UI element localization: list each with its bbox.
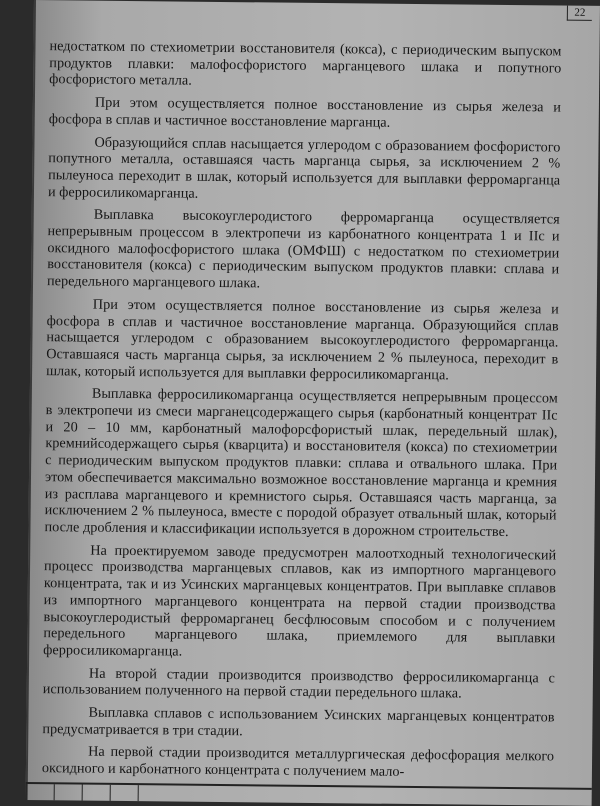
paragraph: Выплавка ферросиликомарганца осуществляется непрерывным процессом в электропечи из смеси марганецсодержащего сырья (карбонатный концентрат IIс и 20 – 10 мм, карбонатный малофорсфористый шлак, передельный шлак), кремнийсодержащего сырья (кварцита) и восстановителя (кокса) по стехиометрии с периодическим выпуском продуктов плавки: сплава и отвального шлака. При этом обеспечивается максимально возможное восстановление марганца и кремния из расплава марганцевого и кремнистого сырья. Оставшаяся часть марганца, за исключением 2 % пылеуноса, вместе с породой образует отвальный шлак, который после дробления и классификации используется в дорожном строительстве. [44,385,558,540]
document-page [26,0,600,806]
page-number: 22 [567,6,592,21]
paragraph: На второй стадии производится производство ферросиликомарганца с использованием полученного на первой стадии передельного шлака. [42,665,556,702]
page-frame-line [26,0,36,800]
paragraph: Образующийся сплав насыщается углеродом с образованием фосфористого попутного металла, оставшаяся часть марганца сырья, за исключением 2 % пылеуноса переходит в шлак, который используется для выплавки ферромарганца и ферросиликомарганца. [47,134,561,202]
paragraph: При этом осуществляется полное восстановление из сырья железа и фосфора в сплав и частичное восстановление марганца. Образующийся сплав насыщается углеродом с образованием высокоуглеродистого ферромарганца. Оставшаяся часть марганца сырья, за исключением 2 % пылеуноса, переходит в шлак, который используется для выплавки ферросиликомарганца. [46,296,559,384]
paragraph: Выплавка высокоуглеродистого ферромарганца осуществляется непрерывным процессом в электропечи из карбонатного концентрата 1 и IIс и оксидного малофосфористого шлака (ОМФШ) с недостатком по стехиометрии восстановителя (кокса) с периодическим выпуском продуктов плавки: сплава и передельного марганцевого шлака. [46,206,560,292]
paragraph: На первой стадии производится металлургическая дефосфорация мелкого оксидного и карбонатного концентрата с получением мало- [41,744,555,781]
paragraph: На проектируемом заводе предусмотрен малоотходный технологический процесс производства марганцевых сплавов, как из импортного марганцевого концентрата, так и из Усинских марганцевых концентратов. При выплавке сплавов из импортного марганцевого концентрата на первой стадии производства высокоуглеродистый ферромарганец бесфлюсовым способом и с получением передельного марганцевого шлака, приемлемого для выплавки ферросиликомарганца. [43,542,557,660]
body-text [42,38,562,788]
paragraph: При этом осуществляется полное восстановление из сырья железа и фосфора в сплав и частичное восстановление марганца. [48,94,561,131]
paragraph: недостатком по стехиометрии восстановителя (кокса), с периодическим выпуском продуктов плавки: малофосфористого марганцевого шлака и попутного фосфористого металла. [49,38,562,90]
paragraph: Выплавка сплавов с использованием Усинских марганцевых концентратов предусматривается в три стадии. [42,704,555,739]
